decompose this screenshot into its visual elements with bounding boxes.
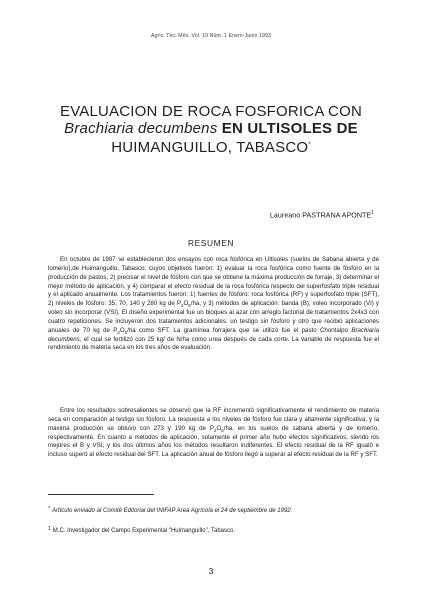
paragraph-text: O [119, 326, 125, 334]
title-footnote-mark: * [308, 142, 311, 148]
author-name: Laureano PASTRANA APONTE [269, 210, 372, 220]
title-line-1: EVALUACION DE ROCA FOSFORICA CON [59, 103, 362, 120]
running-header: Agric. Téc. Méx. Vol. 19 Núm. 1 Enero-Junio 1993 [150, 33, 272, 39]
footnote-rule [48, 494, 154, 495]
subscript: 2 [180, 303, 184, 309]
footnote-2-text: M.C. Investigador del Campo Experimental "Huimanguillo", Tabasco. [52, 528, 236, 534]
title-line-3-text: HUIMANGUILLO, TABASCO [111, 139, 309, 156]
title-line-3 [40, 137, 382, 156]
footnote-2-mark: 1 [48, 526, 51, 532]
italic-text: Brachiaria decumbens [48, 326, 379, 343]
subscript: 2 [213, 427, 217, 433]
section-heading: RESUMEN [187, 238, 235, 248]
paragraph-text: /ha como SFT. La gramínea forrajera que se utilizó fue el pasto Chontalpo [127, 326, 352, 334]
footnote-affiliation [48, 526, 388, 534]
title-line-2 [40, 120, 382, 137]
paragraph-text: O [183, 300, 189, 308]
title-species-name: Brachiaria decumbens [64, 120, 218, 137]
subscript: 5 [221, 427, 224, 433]
author-footnote-mark: 1 [371, 210, 374, 216]
paragraph-text: /ha, en los suelos de sabana abierta y de lomerío, respectivamente. En cuanto a métodos de aplicación, solamente el primer año hubo efectos significativos, siendo los mejores el B y VSI, y los dos últimos años los métodos resultaron indiferentes. El efecto residual de la RF igualó e incluso superó al efecto residual del SFT. La aplicación anual de fósforo llegó a superar al efecto residual de la RF y SFT. [48, 424, 379, 459]
paragraph-text: /ha, y 3) métodos de aplicación: banda (B), voleo incorporado (VI) y voleo sin incorporar (VSI). El diseño experimental fue un bloques al azar con arreglo factorial de tratamientos 2x4x3 con cuatro repeticiones. Se incluyeron dos tratamientos adicionales: un testigo sin fósforo y otro que recibió aplicaciones anuales de 70 kg de P [48, 300, 379, 334]
article-title [40, 103, 382, 156]
page-number: 3 [208, 566, 214, 576]
paragraph-text: En octubre de 1987 se establecieron dos ensayos con roca fosfórica en Ultisoles (suelos de Sabana abierta y de lomerío),de Huimanguillo, Tabasco, cuyos objetivos fueron: 1) evaluar la roca fosfórica como fuente de fósforo en la producción de pastos, 2) precisar el nivel de fósforo con que se obtiene la máxima producción de forraje, 3) determinar el mejor método de aplicación, y 4) comparar el efecto residual de la roca fosfórica respecto del superfosfato triple residual y el aplicado anualmente. Los tratamientos fueron: 1) fuentes de fósforo: roca fosfórica (RF) y superfosfato triple (SFT), 2) niveles de fósforo: 35, 70, 140 y 280 kg de P [48, 256, 379, 308]
paragraph-text: , el cual se fertilizó con 25 kg/ de N/ha como urea después de cada corte. La variable de respuesta fue el rendimiento de materia seca en los tres años de evaluación. [48, 335, 379, 352]
paragraph-text: O [216, 424, 222, 432]
subscript: 5 [124, 329, 128, 335]
footnote-1-mark: * [48, 506, 50, 512]
footnote-received [48, 506, 388, 514]
title-line-2-rest: EN ULTISOLES DE [217, 120, 358, 137]
author-line [270, 210, 374, 219]
subscript: 5 [188, 303, 191, 309]
footnote-1-text: Artículo enviado al Comité Editorial del INIFAP Area Agrícola el 24 de septiembre de 1992. [51, 508, 293, 514]
abstract-paragraph-1 [48, 256, 379, 353]
paragraph-text: Entre los resultados sobresalientes se observó que la RF incrementó significativamente el rendimiento de materia seca en comparación al testigo sin fósforo. La respuesta a los niveles de fósforo fue clara y altamente significativa, y la máxima producción se obtuvo con 273 y 190 kg de P [48, 407, 379, 432]
abstract-paragraph-2 [48, 407, 379, 460]
subscript: 2 [117, 329, 120, 335]
